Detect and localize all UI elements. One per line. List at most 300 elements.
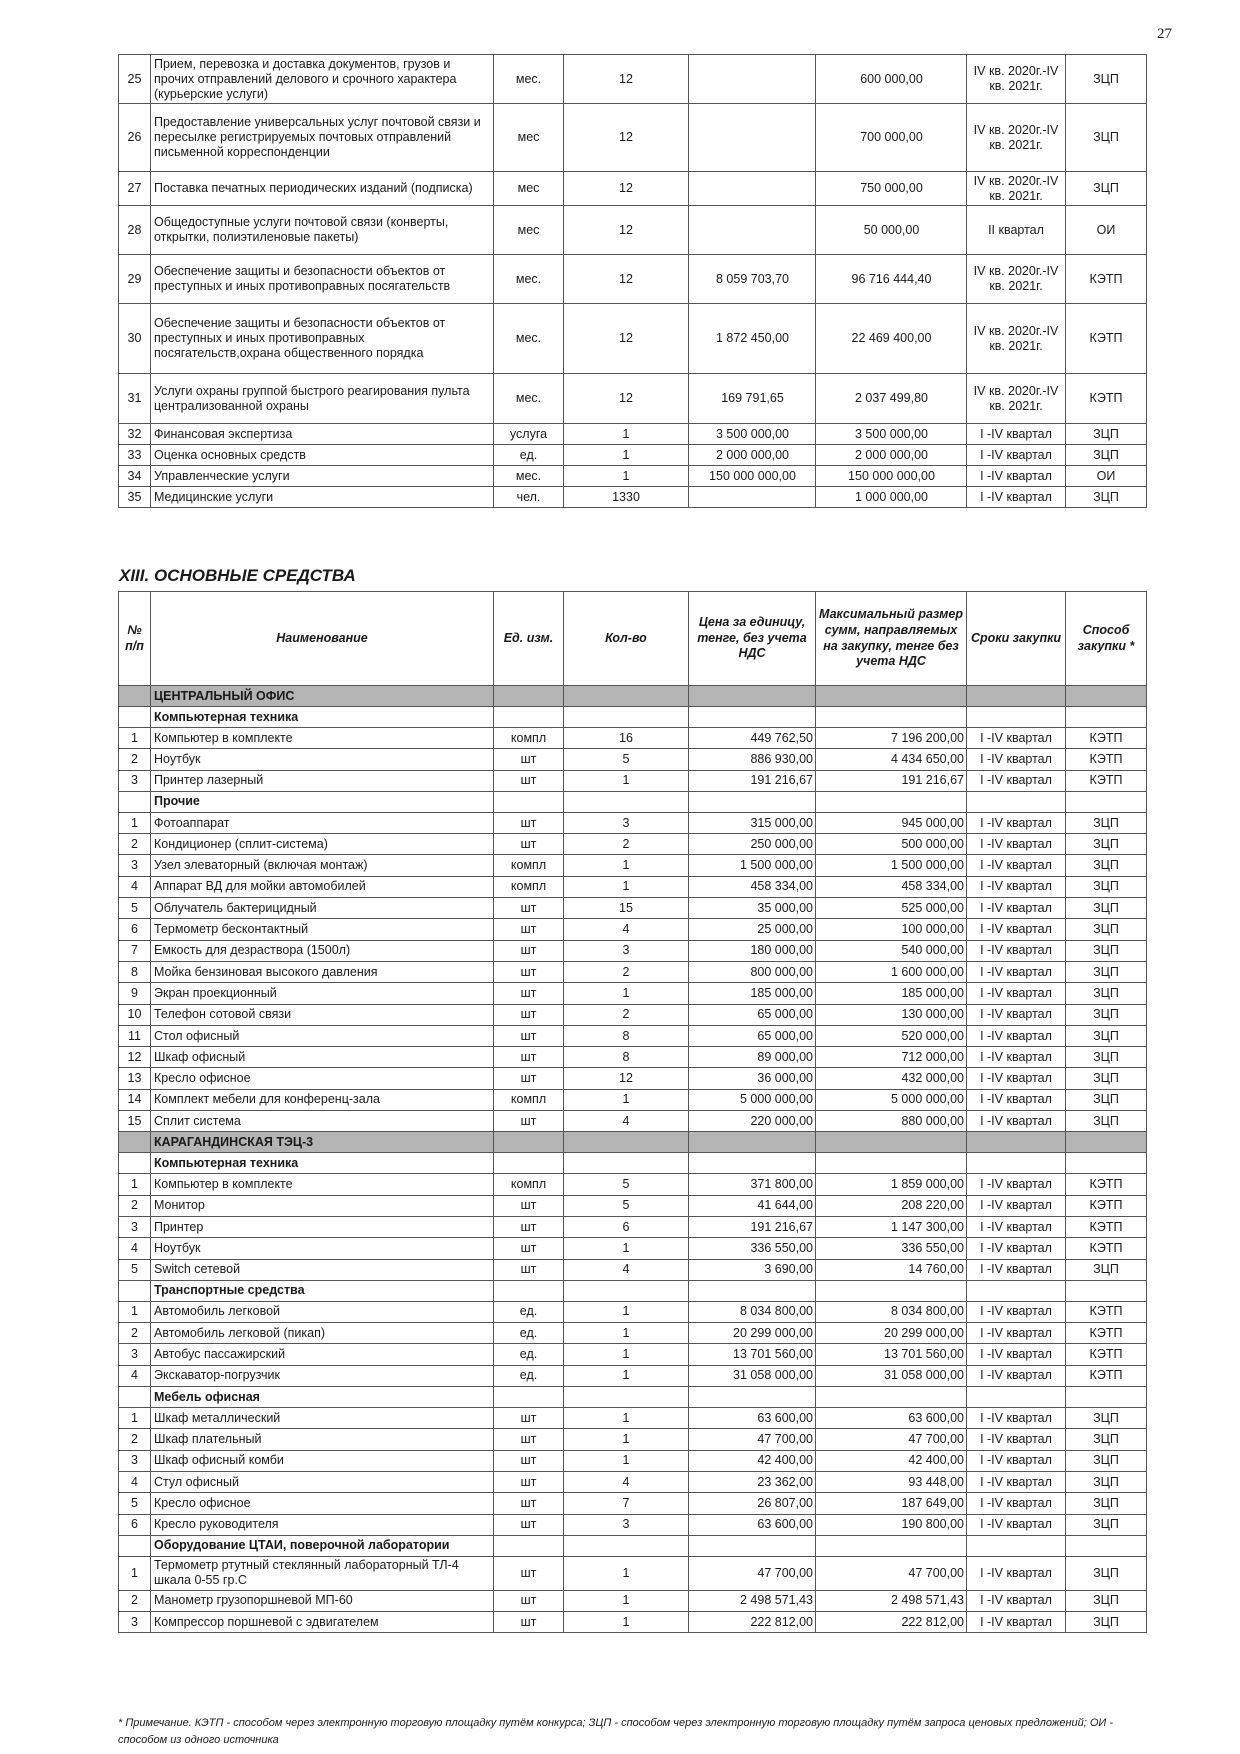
unit-price-cell: 800 000,00 <box>689 961 816 982</box>
max-amount-cell: 1 500 000,00 <box>816 855 967 876</box>
table-row <box>119 1259 1147 1280</box>
section-row <box>119 1132 1147 1153</box>
blank-cell <box>564 1153 689 1174</box>
unit-cell: шт <box>494 1514 564 1535</box>
max-amount-cell: 96 716 444,40 <box>816 255 967 304</box>
unit-price-cell: 315 000,00 <box>689 812 816 833</box>
blank-cell <box>816 1132 967 1153</box>
term-cell: I -IV квартал <box>967 749 1066 770</box>
row-number: 9 <box>119 983 151 1004</box>
quantity-cell: 1 <box>564 466 689 487</box>
row-number: 1 <box>119 728 151 749</box>
method-cell: ЗЦП <box>1066 855 1147 876</box>
method-cell: ЗЦП <box>1066 1089 1147 1110</box>
blank-cell <box>967 686 1066 707</box>
group-row <box>119 791 1147 812</box>
method-cell: ЗЦП <box>1066 1004 1147 1025</box>
section-label: ЦЕНТРАЛЬНЫЙ ОФИС <box>151 686 494 707</box>
quantity-cell: 1 <box>564 1408 689 1429</box>
row-number: 12 <box>119 1047 151 1068</box>
item-name: Ноутбук <box>151 749 494 770</box>
blank-cell <box>816 1280 967 1301</box>
item-name: Манометр грузопоршневой МП-60 <box>151 1590 494 1611</box>
method-cell: КЭТП <box>1066 304 1147 374</box>
quantity-cell: 16 <box>564 728 689 749</box>
item-name: Фотоаппарат <box>151 812 494 833</box>
table-row <box>119 898 1147 919</box>
blank-cell <box>689 1132 816 1153</box>
unit-price-cell: 336 550,00 <box>689 1238 816 1259</box>
blank-cell <box>816 791 967 812</box>
unit-cell: мес. <box>494 466 564 487</box>
row-number: 15 <box>119 1111 151 1132</box>
item-name: Шкаф плательный <box>151 1429 494 1450</box>
blank-cell <box>689 1387 816 1408</box>
method-cell: ЗЦП <box>1066 172 1147 206</box>
blank-cell <box>494 1387 564 1408</box>
blank-cell <box>564 707 689 728</box>
method-cell: КЭТП <box>1066 1365 1147 1386</box>
method-cell: ЗЦП <box>1066 1514 1147 1535</box>
table-row <box>119 424 1147 445</box>
blank-cell <box>967 1153 1066 1174</box>
quantity-cell: 1 <box>564 876 689 897</box>
term-cell: I -IV квартал <box>967 1450 1066 1471</box>
unit-cell: шт <box>494 1471 564 1492</box>
unit-cell: ед. <box>494 1365 564 1386</box>
item-name: Общедоступные услуги почтовой связи (конверты, открытки, полиэтиленовые пакеты) <box>151 206 494 255</box>
max-amount-cell: 47 700,00 <box>816 1429 967 1450</box>
quantity-cell: 1 <box>564 1365 689 1386</box>
unit-cell: шт <box>494 1238 564 1259</box>
table-row <box>119 1195 1147 1216</box>
unit-price-cell: 2 000 000,00 <box>689 445 816 466</box>
max-amount-cell: 5 000 000,00 <box>816 1089 967 1110</box>
blank-cell <box>494 1153 564 1174</box>
quantity-cell: 2 <box>564 834 689 855</box>
method-cell: ЗЦП <box>1066 1111 1147 1132</box>
item-name: Экскаватор-погрузчик <box>151 1365 494 1386</box>
row-number: 4 <box>119 876 151 897</box>
row-number: 14 <box>119 1089 151 1110</box>
row-number: 4 <box>119 1238 151 1259</box>
table-row <box>119 255 1147 304</box>
max-amount-cell: 540 000,00 <box>816 940 967 961</box>
unit-price-cell: 220 000,00 <box>689 1111 816 1132</box>
method-cell: КЭТП <box>1066 1174 1147 1195</box>
row-number: 2 <box>119 1323 151 1344</box>
blank-cell <box>689 791 816 812</box>
quantity-cell: 15 <box>564 898 689 919</box>
unit-cell: шт <box>494 1612 564 1633</box>
row-number: 1 <box>119 812 151 833</box>
unit-price-cell: 250 000,00 <box>689 834 816 855</box>
blank-cell <box>967 1132 1066 1153</box>
max-amount-cell: 1 000 000,00 <box>816 487 967 508</box>
table-row <box>119 983 1147 1004</box>
table-row <box>119 855 1147 876</box>
max-amount-cell: 185 000,00 <box>816 983 967 1004</box>
quantity-cell: 12 <box>564 55 689 104</box>
blank-cell <box>689 1280 816 1301</box>
term-cell: I -IV квартал <box>967 1514 1066 1535</box>
max-amount-cell: 1 147 300,00 <box>816 1216 967 1237</box>
table-row <box>119 1323 1147 1344</box>
blank-cell <box>119 1280 151 1301</box>
unit-cell: шт <box>494 812 564 833</box>
max-amount-cell: 14 760,00 <box>816 1259 967 1280</box>
term-cell: I -IV квартал <box>967 1004 1066 1025</box>
term-cell: I -IV квартал <box>967 424 1066 445</box>
term-cell: I -IV квартал <box>967 812 1066 833</box>
unit-cell: шт <box>494 940 564 961</box>
quantity-cell: 1 <box>564 424 689 445</box>
unit-cell: мес. <box>494 304 564 374</box>
table-row <box>119 1450 1147 1471</box>
section-row <box>119 686 1147 707</box>
term-cell: I -IV квартал <box>967 1429 1066 1450</box>
row-number: 3 <box>119 1450 151 1471</box>
group-row <box>119 1280 1147 1301</box>
item-name: Поставка печатных периодических изданий (подписка) <box>151 172 494 206</box>
method-cell: ЗЦП <box>1066 983 1147 1004</box>
term-cell: I -IV квартал <box>967 466 1066 487</box>
unit-cell: мес. <box>494 374 564 424</box>
method-cell: ЗЦП <box>1066 1556 1147 1590</box>
row-number: 2 <box>119 749 151 770</box>
item-name: Автобус пассажирский <box>151 1344 494 1365</box>
quantity-cell: 8 <box>564 1025 689 1046</box>
unit-price-cell: 1 500 000,00 <box>689 855 816 876</box>
table-row <box>119 940 1147 961</box>
table-row <box>119 206 1147 255</box>
blank-cell <box>494 1132 564 1153</box>
page-number: 27 <box>1157 26 1172 42</box>
table-row <box>119 466 1147 487</box>
max-amount-cell: 22 469 400,00 <box>816 304 967 374</box>
table-row <box>119 1408 1147 1429</box>
row-number: 35 <box>119 487 151 508</box>
blank-cell <box>564 1132 689 1153</box>
row-number: 6 <box>119 1514 151 1535</box>
unit-cell: шт <box>494 1068 564 1089</box>
row-number: 1 <box>119 1301 151 1322</box>
term-cell: IV кв. 2020г.-IV кв. 2021г. <box>967 104 1066 172</box>
table-header-row <box>119 592 1147 686</box>
item-name: Автомобиль легковой <box>151 1301 494 1322</box>
item-name: Шкаф офисный <box>151 1047 494 1068</box>
method-cell: ЗЦП <box>1066 1259 1147 1280</box>
quantity-cell: 12 <box>564 104 689 172</box>
unit-cell: шт <box>494 1493 564 1514</box>
blank-cell <box>1066 707 1147 728</box>
term-cell: I -IV квартал <box>967 770 1066 791</box>
table-row <box>119 876 1147 897</box>
services-table-continuation <box>118 54 1147 508</box>
quantity-cell: 5 <box>564 749 689 770</box>
unit-price-cell: 191 216,67 <box>689 1216 816 1237</box>
blank-cell <box>967 791 1066 812</box>
blank-cell <box>494 1280 564 1301</box>
method-cell: ЗЦП <box>1066 1025 1147 1046</box>
method-cell: ЗЦП <box>1066 940 1147 961</box>
quantity-cell: 3 <box>564 1514 689 1535</box>
term-cell: I -IV квартал <box>967 1365 1066 1386</box>
quantity-cell: 1 <box>564 1238 689 1259</box>
quantity-cell: 3 <box>564 940 689 961</box>
unit-cell: мес. <box>494 255 564 304</box>
item-name: Комплект мебели для конференц-зала <box>151 1089 494 1110</box>
group-label: Компьютерная техника <box>151 707 494 728</box>
max-amount-cell: 432 000,00 <box>816 1068 967 1089</box>
unit-price-cell: 41 644,00 <box>689 1195 816 1216</box>
max-amount-cell: 187 649,00 <box>816 1493 967 1514</box>
table-row <box>119 1429 1147 1450</box>
blank-cell <box>564 686 689 707</box>
row-number: 4 <box>119 1365 151 1386</box>
term-cell: I -IV квартал <box>967 1047 1066 1068</box>
unit-price-cell: 23 362,00 <box>689 1471 816 1492</box>
blank-cell <box>119 686 151 707</box>
blank-cell <box>564 791 689 812</box>
item-name: Сплит система <box>151 1111 494 1132</box>
quantity-cell: 12 <box>564 255 689 304</box>
row-number: 34 <box>119 466 151 487</box>
term-cell: I -IV квартал <box>967 1556 1066 1590</box>
max-amount-cell: 700 000,00 <box>816 104 967 172</box>
max-amount-cell: 458 334,00 <box>816 876 967 897</box>
row-number: 4 <box>119 1471 151 1492</box>
term-cell: I -IV квартал <box>967 1408 1066 1429</box>
unit-price-cell <box>689 55 816 104</box>
max-amount-cell: 150 000 000,00 <box>816 466 967 487</box>
table-row <box>119 55 1147 104</box>
blank-cell <box>816 686 967 707</box>
blank-cell <box>494 707 564 728</box>
method-cell: ЗЦП <box>1066 104 1147 172</box>
quantity-cell: 4 <box>564 919 689 940</box>
quantity-cell: 12 <box>564 206 689 255</box>
row-number: 3 <box>119 770 151 791</box>
unit-cell: шт <box>494 1556 564 1590</box>
max-amount-cell: 2 498 571,43 <box>816 1590 967 1611</box>
max-amount-cell: 2 000 000,00 <box>816 445 967 466</box>
row-number: 3 <box>119 1612 151 1633</box>
unit-cell: шт <box>494 1047 564 1068</box>
item-name: Управленческие услуги <box>151 466 494 487</box>
item-name: Монитор <box>151 1195 494 1216</box>
max-amount-cell: 63 600,00 <box>816 1408 967 1429</box>
table-row <box>119 1089 1147 1110</box>
item-name: Термометр ртутный стеклянный лабораторный ТЛ-4 шкала 0-55 гр.С <box>151 1556 494 1590</box>
method-cell: ЗЦП <box>1066 961 1147 982</box>
row-number: 1 <box>119 1408 151 1429</box>
table-row <box>119 1174 1147 1195</box>
method-cell: ЗЦП <box>1066 487 1147 508</box>
unit-cell: шт <box>494 919 564 940</box>
table-row <box>119 1068 1147 1089</box>
max-amount-cell: 130 000,00 <box>816 1004 967 1025</box>
item-name: Облучатель бактерицидный <box>151 898 494 919</box>
item-name: Аппарат ВД для мойки автомобилей <box>151 876 494 897</box>
term-cell: I -IV квартал <box>967 983 1066 1004</box>
term-cell: II квартал <box>967 206 1066 255</box>
max-amount-cell: 191 216,67 <box>816 770 967 791</box>
item-name: Switch сетевой <box>151 1259 494 1280</box>
unit-price-cell <box>689 172 816 206</box>
row-number: 29 <box>119 255 151 304</box>
quantity-cell: 1 <box>564 1429 689 1450</box>
group-label: Оборудование ЦТАИ, поверочной лаборатории <box>151 1535 494 1556</box>
term-cell: I -IV квартал <box>967 1174 1066 1195</box>
unit-cell: ед. <box>494 445 564 466</box>
header-max-amount: Максимальный размер сумм, направляемых на закупку, тенге без учета НДС <box>816 592 967 686</box>
table-row <box>119 1216 1147 1237</box>
method-cell: КЭТП <box>1066 1323 1147 1344</box>
blank-cell <box>816 707 967 728</box>
term-cell: I -IV квартал <box>967 898 1066 919</box>
quantity-cell: 1 <box>564 1301 689 1322</box>
method-cell: ЗЦП <box>1066 1408 1147 1429</box>
blank-cell <box>1066 791 1147 812</box>
row-number: 25 <box>119 55 151 104</box>
unit-price-cell: 47 700,00 <box>689 1556 816 1590</box>
term-cell: IV кв. 2020г.-IV кв. 2021г. <box>967 55 1066 104</box>
unit-price-cell: 42 400,00 <box>689 1450 816 1471</box>
max-amount-cell: 520 000,00 <box>816 1025 967 1046</box>
blank-cell <box>816 1153 967 1174</box>
term-cell: IV кв. 2020г.-IV кв. 2021г. <box>967 172 1066 206</box>
row-number: 28 <box>119 206 151 255</box>
term-cell: I -IV квартал <box>967 1590 1066 1611</box>
quantity-cell: 1 <box>564 1556 689 1590</box>
unit-price-cell: 8 059 703,70 <box>689 255 816 304</box>
table-row <box>119 728 1147 749</box>
header-number: № п/п <box>119 592 151 686</box>
quantity-cell: 1 <box>564 1450 689 1471</box>
max-amount-cell: 7 196 200,00 <box>816 728 967 749</box>
quantity-cell: 12 <box>564 1068 689 1089</box>
table-row <box>119 172 1147 206</box>
blank-cell <box>1066 1535 1147 1556</box>
header-unit: Ед. изм. <box>494 592 564 686</box>
unit-price-cell: 449 762,50 <box>689 728 816 749</box>
quantity-cell: 4 <box>564 1471 689 1492</box>
unit-cell: шт <box>494 1450 564 1471</box>
max-amount-cell: 1 600 000,00 <box>816 961 967 982</box>
unit-price-cell: 222 812,00 <box>689 1612 816 1633</box>
max-amount-cell: 8 034 800,00 <box>816 1301 967 1322</box>
item-name: Кресло офисное <box>151 1068 494 1089</box>
quantity-cell: 1 <box>564 770 689 791</box>
unit-price-cell: 3 690,00 <box>689 1259 816 1280</box>
table-row <box>119 770 1147 791</box>
unit-cell: шт <box>494 749 564 770</box>
row-number: 27 <box>119 172 151 206</box>
unit-price-cell: 13 701 560,00 <box>689 1344 816 1365</box>
unit-price-cell <box>689 104 816 172</box>
term-cell: IV кв. 2020г.-IV кв. 2021г. <box>967 374 1066 424</box>
table-row <box>119 961 1147 982</box>
blank-cell <box>1066 1280 1147 1301</box>
max-amount-cell: 4 434 650,00 <box>816 749 967 770</box>
row-number: 3 <box>119 1344 151 1365</box>
blank-cell <box>689 707 816 728</box>
blank-cell <box>967 1280 1066 1301</box>
blank-cell <box>119 1387 151 1408</box>
term-cell: I -IV квартал <box>967 1238 1066 1259</box>
max-amount-cell: 336 550,00 <box>816 1238 967 1259</box>
quantity-cell: 1 <box>564 1089 689 1110</box>
blank-cell <box>564 1387 689 1408</box>
quantity-cell: 5 <box>564 1174 689 1195</box>
unit-price-cell: 89 000,00 <box>689 1047 816 1068</box>
method-cell: ОИ <box>1066 466 1147 487</box>
max-amount-cell: 750 000,00 <box>816 172 967 206</box>
blank-cell <box>689 686 816 707</box>
term-cell: I -IV квартал <box>967 1493 1066 1514</box>
group-row <box>119 707 1147 728</box>
quantity-cell: 12 <box>564 374 689 424</box>
method-cell: ЗЦП <box>1066 1590 1147 1611</box>
unit-price-cell: 25 000,00 <box>689 919 816 940</box>
method-cell: КЭТП <box>1066 1238 1147 1259</box>
item-name: Мойка бензиновая высокого давления <box>151 961 494 982</box>
table-row <box>119 1471 1147 1492</box>
quantity-cell: 2 <box>564 961 689 982</box>
method-cell: КЭТП <box>1066 770 1147 791</box>
row-number: 2 <box>119 1195 151 1216</box>
term-cell: I -IV квартал <box>967 1216 1066 1237</box>
unit-cell: шт <box>494 1111 564 1132</box>
unit-cell: шт <box>494 1259 564 1280</box>
unit-price-cell: 180 000,00 <box>689 940 816 961</box>
table-row <box>119 1238 1147 1259</box>
unit-price-cell: 886 930,00 <box>689 749 816 770</box>
blank-cell <box>494 791 564 812</box>
item-name: Кресло руководителя <box>151 1514 494 1535</box>
item-name: Прием, перевозка и доставка документов, грузов и прочих отправлений делового и срочного характера (курьерские услуги) <box>151 55 494 104</box>
method-cell: ЗЦП <box>1066 1450 1147 1471</box>
term-cell: I -IV квартал <box>967 876 1066 897</box>
method-cell: ЗЦП <box>1066 1612 1147 1633</box>
quantity-cell: 1 <box>564 983 689 1004</box>
max-amount-cell: 525 000,00 <box>816 898 967 919</box>
term-cell: I -IV квартал <box>967 961 1066 982</box>
row-number: 3 <box>119 1216 151 1237</box>
table-row <box>119 445 1147 466</box>
unit-cell: компл <box>494 1089 564 1110</box>
term-cell: I -IV квартал <box>967 1068 1066 1089</box>
row-number: 5 <box>119 898 151 919</box>
table-row <box>119 1344 1147 1365</box>
term-cell: I -IV квартал <box>967 834 1066 855</box>
group-row <box>119 1535 1147 1556</box>
max-amount-cell: 20 299 000,00 <box>816 1323 967 1344</box>
unit-cell: ед. <box>494 1301 564 1322</box>
term-cell: I -IV квартал <box>967 1259 1066 1280</box>
unit-cell: компл <box>494 855 564 876</box>
method-cell: ЗЦП <box>1066 1471 1147 1492</box>
quantity-cell: 5 <box>564 1195 689 1216</box>
term-cell: I -IV квартал <box>967 1323 1066 1344</box>
item-name: Шкаф офисный комби <box>151 1450 494 1471</box>
unit-price-cell: 169 791,65 <box>689 374 816 424</box>
unit-cell: компл <box>494 728 564 749</box>
unit-price-cell: 63 600,00 <box>689 1408 816 1429</box>
table-row <box>119 1004 1147 1025</box>
unit-cell: мес <box>494 206 564 255</box>
